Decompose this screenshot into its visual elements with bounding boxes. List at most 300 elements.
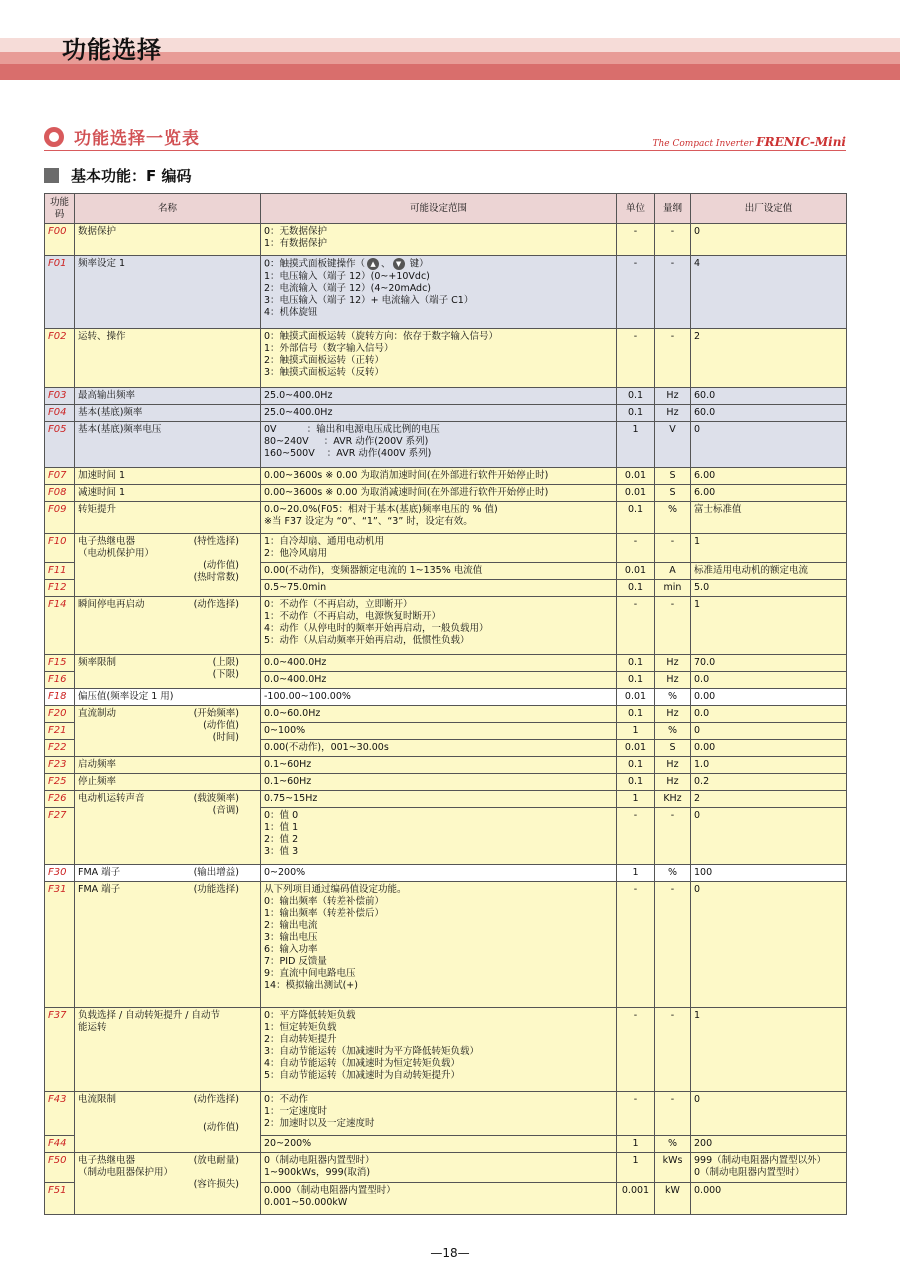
row-name: 基本(基底)频率: [75, 405, 261, 422]
row-unit: -: [617, 256, 655, 329]
section-title: [44, 124, 200, 149]
default-line: 0（制动电阻器内置型时）: [694, 1167, 805, 1178]
range-line: 2：电流输入（端子 12）(4~20mAdc): [264, 282, 431, 294]
row-default: 1: [691, 534, 847, 563]
name-text: 电子热继电器: [78, 1155, 136, 1166]
row-range: 0.1~60Hz: [261, 757, 617, 774]
range-line: 9：直流中间电路电压: [264, 968, 356, 979]
range-line: 2：他冷风扇用: [264, 548, 328, 559]
row-incr: Hz: [655, 774, 691, 791]
row-unit: 1: [617, 422, 655, 468]
row-range: [261, 1183, 617, 1215]
row-incr: S: [655, 485, 691, 502]
range-line: 1：一定速度时: [264, 1106, 328, 1117]
row-incr: kW: [655, 1183, 691, 1215]
row-default: 1.0: [691, 757, 847, 774]
row-range: 20~200%: [261, 1136, 617, 1153]
row-incr: -: [655, 224, 691, 256]
table-row: [45, 224, 847, 256]
row-unit: 0.1: [617, 706, 655, 723]
row-code: F00: [45, 224, 75, 256]
up-key-icon: ▲: [367, 258, 379, 270]
row-incr: %: [655, 502, 691, 534]
row-name: [75, 882, 261, 1008]
row-range: [261, 597, 617, 655]
row-code: F26: [45, 791, 75, 808]
row-range: [261, 256, 617, 329]
row-unit: 1: [617, 1153, 655, 1183]
row-range: [261, 422, 617, 468]
row-range: -100.00~100.00%: [261, 689, 617, 706]
row-name: 停止频率: [75, 774, 261, 791]
table-row: [45, 597, 847, 655]
row-name: [75, 791, 261, 865]
range-line: 0.000（制动电阻器内置型时）: [264, 1185, 396, 1196]
row-unit: 0.1: [617, 655, 655, 672]
name-text: 频率限制: [78, 657, 117, 668]
row-incr: -: [655, 329, 691, 388]
range-line: 4：动作（从停电时的频率开始再启动，一般负载用）: [264, 623, 489, 634]
row-incr: %: [655, 689, 691, 706]
row-default: [691, 1153, 847, 1183]
name-line: [78, 657, 257, 669]
name-text: 电动机运转声音: [78, 793, 145, 804]
row-default: 100: [691, 865, 847, 882]
table-row: [45, 405, 847, 422]
name-tag: (放电耐量): [193, 1155, 239, 1166]
name-tag: (上限): [212, 657, 239, 668]
row-range: 25.0~400.0Hz: [261, 388, 617, 405]
range-line: 1：有数据保护: [264, 238, 328, 249]
row-range: 0.5~75.0min: [261, 580, 617, 597]
range-line: 0：平方降低转矩负载: [264, 1010, 356, 1021]
table-row: [45, 774, 847, 791]
name-line: [78, 536, 257, 548]
name-text: 能运转: [78, 1022, 107, 1033]
row-code: F07: [45, 468, 75, 485]
row-unit: -: [617, 1008, 655, 1092]
row-incr: Hz: [655, 706, 691, 723]
name-text: 瞬间停电再启动: [78, 599, 145, 610]
row-unit: 0.1: [617, 757, 655, 774]
range-line: 2：加速时以及一定速度时: [264, 1118, 375, 1129]
range-line: 14：模拟输出测试(+): [264, 980, 358, 991]
row-code: F11: [45, 563, 75, 580]
row-default: 0: [691, 224, 847, 256]
range-line: 0：无数据保护: [264, 226, 328, 237]
header-name: 名称: [75, 194, 261, 224]
row-unit: 0.01: [617, 689, 655, 706]
row-name: [75, 706, 261, 757]
circle-bullet-icon: [44, 127, 64, 147]
row-name: [75, 597, 261, 655]
row-incr: S: [655, 740, 691, 757]
row-code: F27: [45, 808, 75, 865]
row-range: 0.0~400.0Hz: [261, 655, 617, 672]
row-default: 4: [691, 256, 847, 329]
name-line: [78, 1155, 257, 1167]
range-line: 160~500V ：AVR 动作(400V 系列): [264, 448, 432, 459]
row-unit: 0.01: [617, 740, 655, 757]
name-tag: (输出增益): [193, 867, 239, 878]
row-incr: A: [655, 563, 691, 580]
square-bullet-icon: [44, 168, 59, 183]
row-code: F37: [45, 1008, 75, 1092]
range-line: 6：输入功率: [264, 944, 318, 955]
row-default: 富士标准值: [691, 502, 847, 534]
name-text: 负载选择 / 自动转矩提升 / 自动节: [78, 1010, 220, 1021]
range-line: 0.0~20.0%(F05：相对于基本(基底)频率电压的 % 值): [264, 504, 498, 515]
header-range: 可能设定范围: [261, 194, 617, 224]
row-default: 0: [691, 882, 847, 1008]
row-range: [261, 808, 617, 865]
row-range: [261, 1008, 617, 1092]
range-text: 0：触摸式面板键操作（: [264, 258, 366, 270]
table-row: [45, 502, 847, 534]
row-incr: -: [655, 1092, 691, 1136]
section-divider: [44, 150, 846, 151]
row-name: 偏压值(频率设定 1 用): [75, 689, 261, 706]
row-incr: Hz: [655, 757, 691, 774]
row-incr: %: [655, 1136, 691, 1153]
range-line: 3：触摸式面板运转（反转）: [264, 367, 385, 378]
row-default: 0: [691, 808, 847, 865]
row-name: [75, 534, 261, 597]
row-unit: 0.1: [617, 388, 655, 405]
table-row: [45, 468, 847, 485]
row-default: 60.0: [691, 388, 847, 405]
header-band-dark: [0, 64, 900, 80]
row-unit: -: [617, 808, 655, 865]
row-range: [261, 502, 617, 534]
name-tag: (动作选择): [193, 1094, 239, 1105]
row-unit: 0.1: [617, 405, 655, 422]
row-unit: -: [617, 329, 655, 388]
row-range: [261, 224, 617, 256]
name-text: 直流制动: [78, 708, 117, 719]
row-default: 5.0: [691, 580, 847, 597]
row-unit: 0.1: [617, 502, 655, 534]
name-tag: (动作值): [203, 1122, 239, 1133]
function-table: [44, 193, 847, 1215]
range-line: 1：电压输入（端子 12）(0~+10Vdc): [264, 270, 430, 282]
range-line: 4：自动节能运转（加减速时为恒定转矩负载）: [264, 1058, 461, 1069]
row-code: F18: [45, 689, 75, 706]
row-unit: -: [617, 224, 655, 256]
row-incr: -: [655, 256, 691, 329]
row-name: 加速时间 1: [75, 468, 261, 485]
row-range: [261, 534, 617, 563]
row-default: 6.00: [691, 485, 847, 502]
row-name: 减速时间 1: [75, 485, 261, 502]
row-name: 转矩提升: [75, 502, 261, 534]
name-line: [78, 1094, 257, 1106]
row-incr: -: [655, 597, 691, 655]
row-incr: Hz: [655, 672, 691, 689]
row-unit: 1: [617, 865, 655, 882]
row-code: F08: [45, 485, 75, 502]
row-range: 0~100%: [261, 723, 617, 740]
row-range: [261, 1092, 617, 1136]
row-default: 1: [691, 597, 847, 655]
row-default: 0.000: [691, 1183, 847, 1215]
row-name: 启动频率: [75, 757, 261, 774]
range-line: 1：外部信号（数字输入信号）: [264, 343, 394, 354]
name-tag: (容许损失): [193, 1179, 239, 1190]
row-name: 频率设定 1: [75, 256, 261, 329]
range-line: 0：不动作（不再启动，立即断开）: [264, 599, 413, 610]
row-incr: -: [655, 808, 691, 865]
name-tag: (音调): [212, 805, 239, 816]
name-tag: (动作值): [203, 560, 239, 571]
row-unit: -: [617, 534, 655, 563]
name-tag: (开始频率): [193, 708, 239, 719]
name-line: [78, 599, 257, 611]
range-line: 0：不动作: [264, 1094, 309, 1105]
row-code: F16: [45, 672, 75, 689]
table-row: [45, 757, 847, 774]
row-default: 2: [691, 791, 847, 808]
name-text: 电子热继电器: [78, 536, 136, 547]
row-default: 0.0: [691, 706, 847, 723]
row-range: 0.00(不动作)，变频器额定电流的 1~135% 电流值: [261, 563, 617, 580]
row-code: F14: [45, 597, 75, 655]
row-default: 0.00: [691, 740, 847, 757]
table-row: [45, 388, 847, 405]
default-line: 999（制动电阻器内置型以外）: [694, 1155, 827, 1166]
name-tag: (热时常数): [193, 572, 239, 583]
page-number: —18—: [430, 1246, 470, 1260]
name-text: FMA 端子: [78, 867, 121, 878]
row-code: F03: [45, 388, 75, 405]
table-row: [45, 534, 847, 563]
page-title: 功能选择: [62, 36, 162, 64]
range-line: 80~240V ：AVR 动作(200V 系列): [264, 436, 429, 447]
range-line: 3：值 3: [264, 846, 299, 857]
row-unit: 1: [617, 791, 655, 808]
table-row: [45, 485, 847, 502]
table-row: [45, 1153, 847, 1183]
row-incr: KHz: [655, 791, 691, 808]
row-name: [75, 865, 261, 882]
row-unit: 0.001: [617, 1183, 655, 1215]
header-code: 功能码: [45, 194, 75, 224]
row-unit: -: [617, 597, 655, 655]
row-code: F04: [45, 405, 75, 422]
row-code: F09: [45, 502, 75, 534]
row-name: [75, 1153, 261, 1215]
row-range: 0.75~15Hz: [261, 791, 617, 808]
row-incr: -: [655, 1008, 691, 1092]
row-name: [75, 1092, 261, 1153]
row-code: F25: [45, 774, 75, 791]
name-line: [78, 867, 257, 879]
row-incr: %: [655, 723, 691, 740]
row-range: [261, 329, 617, 388]
row-code: F31: [45, 882, 75, 1008]
range-line: 1：不动作（不再启动，电源恢复时断开）: [264, 611, 442, 622]
row-default: 0: [691, 422, 847, 468]
row-incr: Hz: [655, 405, 691, 422]
row-name: [75, 655, 261, 689]
name-tag: (特性选择): [193, 536, 239, 547]
row-unit: 0.1: [617, 580, 655, 597]
row-range: 0~200%: [261, 865, 617, 882]
range-line: 3：输出电压: [264, 932, 318, 943]
row-incr: V: [655, 422, 691, 468]
range-line: 0：触摸式面板运转（旋转方向：依存于数字输入信号）: [264, 331, 499, 342]
row-code: F51: [45, 1183, 75, 1215]
row-name: 基本(基底)频率电压: [75, 422, 261, 468]
brand-logo: [652, 135, 846, 149]
row-range: [261, 1153, 617, 1183]
table-row: [45, 422, 847, 468]
table-row: [45, 706, 847, 723]
range-line: ※当 F37 设定为 “0”、“1”、“3” 时，设定有效。: [264, 516, 473, 527]
row-range: 0.1~60Hz: [261, 774, 617, 791]
row-incr: -: [655, 882, 691, 1008]
down-key-icon: ▼: [393, 258, 405, 270]
range-line: 2：自动转矩提升: [264, 1034, 337, 1045]
header-incr: 量纲: [655, 194, 691, 224]
range-line: 7：PID 反馈量: [264, 956, 327, 967]
row-default: 标准适用电动机的额定电流: [691, 563, 847, 580]
row-range: [261, 882, 617, 1008]
row-incr: S: [655, 468, 691, 485]
row-code: F20: [45, 706, 75, 723]
row-default: 0: [691, 1092, 847, 1136]
row-range: 0.0~60.0Hz: [261, 706, 617, 723]
name-tag: (下限): [212, 669, 239, 680]
row-incr: Hz: [655, 655, 691, 672]
name-tag: (时间): [212, 732, 239, 743]
row-unit: 0.01: [617, 468, 655, 485]
row-unit: -: [617, 882, 655, 1008]
name-line: [78, 884, 257, 896]
row-incr: %: [655, 865, 691, 882]
row-code: F43: [45, 1092, 75, 1136]
row-incr: -: [655, 534, 691, 563]
range-line: 2：输出电流: [264, 920, 318, 931]
range-line: 0：值 0: [264, 810, 299, 821]
table-row: [45, 791, 847, 808]
row-code: F10: [45, 534, 75, 563]
table-row: [45, 329, 847, 388]
row-unit: 0.1: [617, 672, 655, 689]
row-range: 0.00~3600s ※ 0.00 为取消加速时间(在外部进行软件开始停止时): [261, 468, 617, 485]
name-tag: (动作选择): [193, 599, 239, 610]
name-text: FMA 端子: [78, 884, 121, 895]
name-text: 电流限制: [78, 1094, 117, 1105]
row-unit: 1: [617, 723, 655, 740]
row-unit: 0.01: [617, 485, 655, 502]
row-default: 0.2: [691, 774, 847, 791]
range-line: 0：触摸式面板键操作（ ▲ 、 ▼ 键）: [264, 258, 429, 270]
row-code: F15: [45, 655, 75, 672]
row-incr: kWs: [655, 1153, 691, 1183]
name-line: [78, 708, 257, 720]
row-unit: 0.1: [617, 774, 655, 791]
name-text: （电动机保护用）: [78, 548, 155, 559]
sub-title-text: 基本功能：F 编码: [71, 167, 192, 185]
table-row: [45, 882, 847, 1008]
row-name: 数据保护: [75, 224, 261, 256]
row-default: 0.00: [691, 689, 847, 706]
range-line: 2：触摸式面板运转（正转）: [264, 355, 385, 366]
range-line: 4：机体旋钮: [264, 306, 318, 318]
row-unit: 1: [617, 1136, 655, 1153]
row-code: F23: [45, 757, 75, 774]
range-text: 键）: [406, 258, 429, 270]
range-line: 2：值 2: [264, 834, 299, 845]
range-line: 1：恒定转矩负载: [264, 1022, 337, 1033]
range-line: 5：动作（从启动频率开始再启动，低惯性负载）: [264, 635, 470, 646]
row-default: 1: [691, 1008, 847, 1092]
row-range: 25.0~400.0Hz: [261, 405, 617, 422]
row-code: F44: [45, 1136, 75, 1153]
row-default: 60.0: [691, 405, 847, 422]
name-tag: (载波频率): [193, 793, 239, 804]
row-code: F21: [45, 723, 75, 740]
range-line: 5：自动节能运转（加减速时为自动转矩提升）: [264, 1070, 461, 1081]
table-row: [45, 256, 847, 329]
row-code: F30: [45, 865, 75, 882]
row-name: 最高输出频率: [75, 388, 261, 405]
name-text: （制动电阻器保护用）: [78, 1167, 174, 1178]
table-row: [45, 655, 847, 672]
name-tag: (功能选择): [193, 884, 239, 895]
row-incr: min: [655, 580, 691, 597]
table-row: [45, 1008, 847, 1092]
row-name: [75, 1008, 261, 1092]
name-line: [78, 793, 257, 805]
row-unit: 0.01: [617, 563, 655, 580]
sub-title: [44, 165, 191, 186]
row-code: F12: [45, 580, 75, 597]
row-default: 70.0: [691, 655, 847, 672]
range-line: 1：输出频率（转差补偿后）: [264, 908, 385, 919]
name-tag: (动作值): [203, 720, 239, 731]
range-line: 从下列项目通过编码值设定功能。: [264, 884, 407, 895]
table-row: [45, 689, 847, 706]
row-incr: Hz: [655, 388, 691, 405]
range-line: 0.001~50.000kW: [264, 1197, 348, 1208]
header-unit: 单位: [617, 194, 655, 224]
brand-name: FRENIC-Mini: [756, 135, 846, 149]
row-unit: -: [617, 1092, 655, 1136]
row-range: 0.00~3600s ※ 0.00 为取消减速时间(在外部进行软件开始停止时): [261, 485, 617, 502]
range-line: 1~900kWs，999(取消): [264, 1167, 371, 1178]
row-code: F50: [45, 1153, 75, 1183]
row-default: 0.0: [691, 672, 847, 689]
table-row: [45, 1092, 847, 1136]
row-code: F02: [45, 329, 75, 388]
range-line: 1：值 1: [264, 822, 299, 833]
range-line: 1：自冷却扇、通用电动机用: [264, 536, 385, 547]
row-name: 运转、操作: [75, 329, 261, 388]
range-line: 0V ：输出和电源电压成比例的电压: [264, 424, 440, 435]
section-title-text: 功能选择一览表: [74, 129, 200, 149]
brand-prefix: The Compact Inverter: [652, 139, 754, 149]
table-row: [45, 865, 847, 882]
row-default: 0: [691, 723, 847, 740]
row-range: 0.00(不动作)，001~30.00s: [261, 740, 617, 757]
range-line: 3：自动节能运转（加减速时为平方降低转矩负载）: [264, 1046, 480, 1057]
row-code: F22: [45, 740, 75, 757]
range-line: 3：电压输入（端子 12）+ 电流输入（端子 C1）: [264, 294, 474, 306]
row-default: 2: [691, 329, 847, 388]
row-default: 200: [691, 1136, 847, 1153]
